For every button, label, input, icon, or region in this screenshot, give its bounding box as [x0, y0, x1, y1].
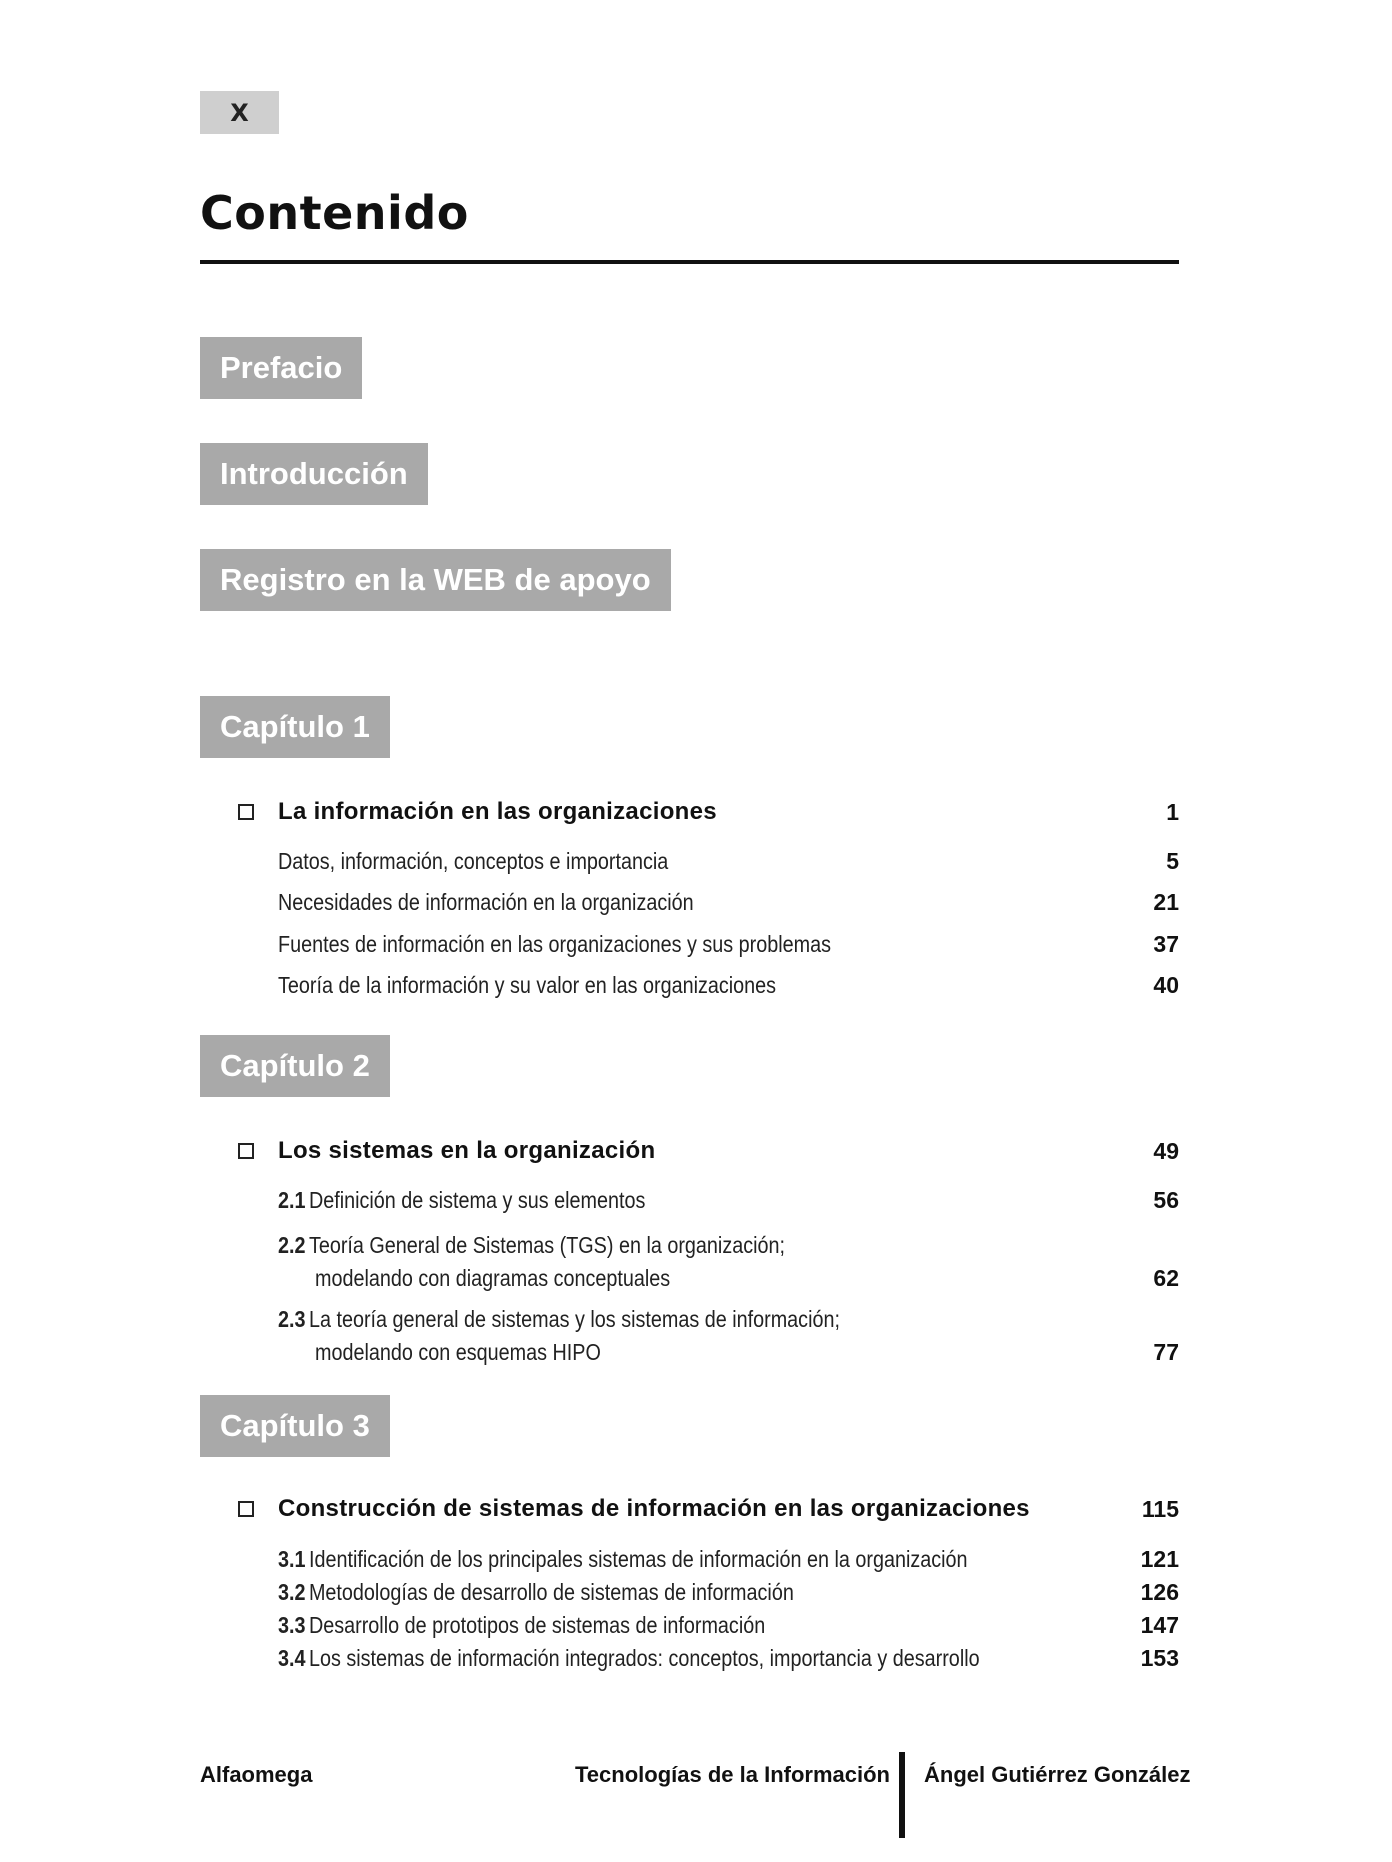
toc-entry[interactable]: [278, 886, 1179, 918]
checkbox-icon: [238, 1143, 254, 1159]
toc-entry-text: Teoría de la información y su valor en las organizaciones: [278, 971, 777, 998]
toc-entry-text: Identificación de los principales sistemas de información en la organización: [308, 1545, 968, 1572]
front-matter-introduccion[interactable]: Introducción: [200, 443, 428, 505]
checkbox-icon: [238, 804, 254, 820]
page-ref: 147: [1140, 1611, 1179, 1638]
chapter-3-tag[interactable]: Capítulo 3: [200, 1395, 390, 1457]
footer-author: Ángel Gutiérrez González: [924, 1762, 1191, 1787]
toc-entry[interactable]: [278, 1303, 1179, 1369]
toc-entry[interactable]: [278, 928, 1179, 960]
page-number: X: [200, 91, 279, 134]
page-ref: 153: [1140, 1644, 1179, 1671]
section-number: 3.3: [278, 1611, 306, 1638]
toc-entry[interactable]: [278, 1543, 1179, 1575]
section-number: 3.2: [278, 1578, 306, 1605]
chapter-1-tag[interactable]: Capítulo 1: [200, 696, 390, 758]
page-ref: 5: [1166, 847, 1179, 874]
chapter-1-heading[interactable]: [238, 794, 1179, 830]
toc-entry-text: La teoría general de sistemas y los sistemas de información;: [308, 1306, 840, 1332]
page-title: Contenido: [200, 186, 469, 240]
toc-entry-text: Desarrollo de prototipos de sistemas de información: [308, 1611, 766, 1638]
toc-entry-text: Datos, información, conceptos e importancia: [278, 847, 669, 874]
toc-entry-text: Necesidades de información en la organización: [278, 888, 694, 915]
toc-entry-text: Los sistemas de información integrados: conceptos, importancia y desarrollo: [308, 1644, 980, 1671]
chapter-heading-title: Los sistemas en la organización: [278, 1137, 656, 1164]
toc-entry-text-continued: modelando con esquemas HIPO: [315, 1339, 601, 1365]
page-ref: 121: [1140, 1545, 1179, 1572]
page-ref: 49: [1153, 1137, 1179, 1164]
toc-entry[interactable]: [278, 1229, 1179, 1295]
toc-entry-text: Teoría General de Sistemas (TGS) en la organización;: [308, 1232, 785, 1258]
page-ref: 1: [1166, 798, 1179, 825]
section-number: 3.4: [278, 1644, 306, 1671]
title-divider: [200, 260, 1179, 264]
section-number: 3.1: [278, 1545, 306, 1572]
page-ref: 126: [1140, 1578, 1179, 1605]
section-number: 2.3: [278, 1306, 306, 1332]
toc-entry[interactable]: [278, 1642, 1179, 1674]
section-number: 2.1: [278, 1186, 306, 1213]
chapter-heading-title: Construcción de sistemas de información en las organizaciones: [278, 1495, 1030, 1522]
toc-entry-text-continued: modelando con diagramas conceptuales: [315, 1265, 671, 1291]
page-ref: 21: [1153, 888, 1179, 915]
toc-entry-text: Metodologías de desarrollo de sistemas de información: [308, 1578, 794, 1605]
section-number: 2.2: [278, 1232, 306, 1258]
footer-book-title: Tecnologías de la Información: [575, 1762, 890, 1787]
front-matter-registro-web[interactable]: Registro en la WEB de apoyo: [200, 549, 671, 611]
front-matter-prefacio[interactable]: Prefacio: [200, 337, 362, 399]
checkbox-icon: [238, 1501, 254, 1517]
page-ref: 62: [1153, 1265, 1179, 1291]
page-ref: 37: [1153, 930, 1179, 957]
chapter-2-heading[interactable]: [238, 1133, 1179, 1169]
page-ref: 115: [1141, 1495, 1179, 1522]
page-ref: 56: [1153, 1186, 1179, 1213]
toc-entry[interactable]: [278, 1184, 1179, 1216]
toc-entry[interactable]: [278, 845, 1179, 877]
toc-entry[interactable]: [278, 969, 1179, 1001]
toc-entry[interactable]: [278, 1576, 1179, 1608]
footer-publisher: Alfaomega: [200, 1762, 313, 1787]
page-ref: 77: [1153, 1339, 1179, 1365]
page-ref: 40: [1153, 971, 1179, 998]
toc-entry-text: Definición de sistema y sus elementos: [308, 1186, 646, 1213]
chapter-3-heading[interactable]: [238, 1491, 1179, 1527]
footer-divider: [899, 1752, 905, 1838]
chapter-heading-title: La información en las organizaciones: [278, 798, 717, 825]
toc-entry-text: Fuentes de información en las organizaciones y sus problemas: [278, 930, 832, 957]
toc-entry[interactable]: [278, 1609, 1179, 1641]
chapter-2-tag[interactable]: Capítulo 2: [200, 1035, 390, 1097]
